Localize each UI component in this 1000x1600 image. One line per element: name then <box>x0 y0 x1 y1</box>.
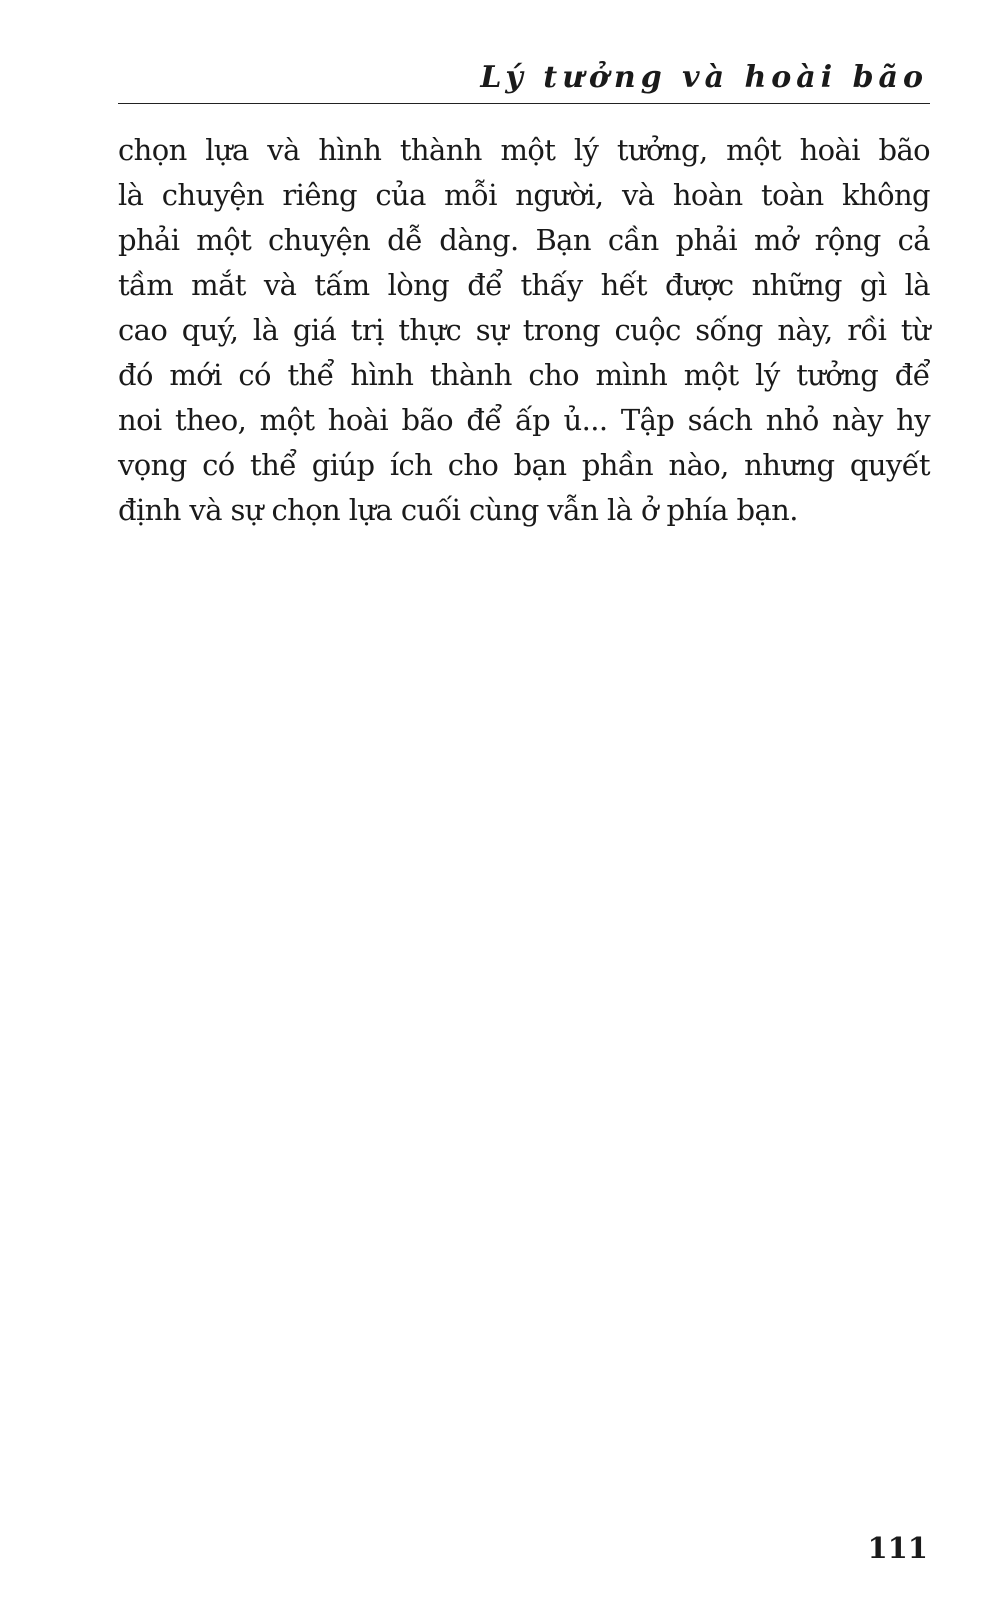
body-paragraph <box>118 128 930 533</box>
text-line: vọng có thể giúp ích cho bạn phần nào, nhưng quyết <box>118 448 930 482</box>
text-line: phải một chuyện dễ dàng. Bạn cần phải mở rộng cả <box>118 223 930 257</box>
text-line: đó mới có thể hình thành cho mình một lý tưởng để <box>118 358 930 392</box>
running-header <box>118 56 930 104</box>
text-line: định và sự chọn lựa cuối cùng vẫn là ở phía bạn. <box>118 493 798 527</box>
page-number: 111 <box>867 1531 928 1565</box>
text-line: cao quý, là giá trị thực sự trong cuộc sống này, rồi từ <box>118 313 930 347</box>
running-header-title: Lý tưởng và hoài bão <box>480 60 928 95</box>
text-line: chọn lựa và hình thành một lý tưởng, một hoài bão <box>118 133 930 167</box>
text-line: tầm mắt và tấm lòng để thấy hết được những gì là <box>118 268 930 302</box>
text-line: là chuyện riêng của mỗi người, và hoàn toàn không <box>118 178 930 212</box>
text-line: noi theo, một hoài bão để ấp ủ... Tập sách nhỏ này hy <box>118 403 930 437</box>
